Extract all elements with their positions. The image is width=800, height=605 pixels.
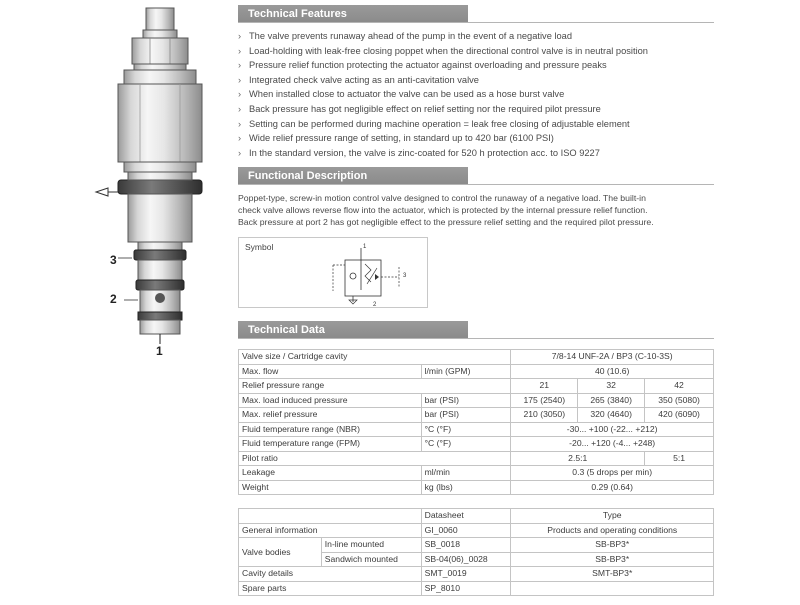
functional-divider	[238, 184, 714, 185]
table-cell: Spare parts	[239, 581, 422, 596]
feature-item	[238, 73, 714, 88]
hydraulic-symbol	[327, 240, 427, 306]
table-cell: 175 (2540)	[511, 393, 578, 408]
table-cell: bar (PSI)	[421, 393, 511, 408]
table-cell: Max. flow	[239, 364, 422, 379]
table-row	[239, 509, 714, 524]
table-cell: Valve bodies	[239, 538, 322, 567]
table-cell: 0.3 (5 drops per min)	[511, 466, 714, 481]
table-cell: 40 (10.6)	[511, 364, 714, 379]
table-cell: Fluid temperature range (FPM)	[239, 437, 422, 452]
table-cell: 5:1	[645, 451, 714, 466]
techdata-section-header: Technical Data	[238, 321, 468, 339]
chevron-right-icon: ›	[238, 133, 242, 144]
feature-text: Wide relief pressure range of setting, in standard up to 420 bar (6100 PSI)	[249, 133, 554, 144]
table-row	[239, 466, 714, 481]
table-cell: Valve size / Cartridge cavity	[239, 350, 511, 365]
table-row	[239, 523, 714, 538]
feature-text: Back pressure has got negligible effect on relief setting nor the required pilot pressure	[249, 103, 601, 114]
table-cell: -20... +120 (-4... +248)	[511, 437, 714, 452]
features-list	[238, 29, 714, 160]
table-cell: 32	[578, 379, 645, 394]
table-cell: 7/8-14 UNF-2A / BP3 (C-10-3S)	[511, 350, 714, 365]
feature-text: Load-holding with leak-free closing poppet when the directional control valve is in neutral position	[249, 45, 648, 56]
functional-line: Back pressure at port 2 has got negligible effect to the pressure relief setting and the required pilot pressure.	[238, 217, 654, 227]
table-row	[239, 350, 714, 365]
table-row	[239, 538, 714, 553]
feature-text: In the standard version, the valve is zinc-coated for 520 h protection acc. to ISO 9227	[249, 147, 600, 158]
table-cell: bar (PSI)	[421, 408, 511, 423]
functional-line: Poppet-type, screw-in motion control valve designed to control the runaway of a negative load. The built-in	[238, 193, 646, 203]
table-cell: °C (°F)	[421, 422, 511, 437]
table-cell: 350 (5080)	[645, 393, 714, 408]
feature-item	[238, 131, 714, 146]
table-cell: ml/min	[421, 466, 511, 481]
feature-text: Pressure relief function protecting the actuator against overloading and pressure peaks	[249, 60, 607, 71]
symbol-port-3: 3	[403, 273, 407, 279]
table-cell: General information	[239, 523, 422, 538]
table-cell: 320 (4640)	[578, 408, 645, 423]
table-cell: °C (°F)	[421, 437, 511, 452]
documents-table	[238, 508, 714, 596]
feature-item	[238, 102, 714, 117]
table-cell: SB_0018	[421, 538, 511, 553]
table-cell: 420 (6090)	[645, 408, 714, 423]
techdata-divider	[238, 338, 714, 339]
table-cell: Fluid temperature range (NBR)	[239, 422, 422, 437]
table-cell: Max. load induced pressure	[239, 393, 422, 408]
feature-text: Integrated check valve acting as an anti-cavitation valve	[249, 74, 479, 85]
chevron-right-icon: ›	[238, 118, 242, 129]
table-cell: SP_8010	[421, 581, 511, 596]
feature-item	[238, 29, 714, 44]
chevron-right-icon: ›	[238, 74, 242, 85]
feature-item	[238, 87, 714, 102]
symbol-port-1: 1	[363, 244, 367, 250]
table-row	[239, 364, 714, 379]
table-cell: Products and operating conditions	[511, 523, 714, 538]
table-cell: 210 (3050)	[511, 408, 578, 423]
table-row	[239, 379, 714, 394]
feature-text: The valve prevents runaway ahead of the pump in the event of a negative load	[249, 31, 573, 41]
table-cell: SB-04(06)_0028	[421, 552, 511, 567]
functional-section-header: Functional Description	[238, 167, 468, 185]
table-row	[239, 581, 714, 596]
table-cell: 42	[645, 379, 714, 394]
port-2-label: 2	[110, 292, 117, 306]
chevron-right-icon: ›	[238, 45, 242, 56]
table-row	[239, 393, 714, 408]
table-cell: SMT-BP3*	[511, 567, 714, 582]
table-cell: -30... +100 (-22... +212)	[511, 422, 714, 437]
chevron-right-icon: ›	[238, 89, 242, 100]
feature-item	[238, 58, 714, 73]
chevron-right-icon: ›	[238, 31, 242, 41]
feature-item	[238, 117, 714, 132]
feature-item	[238, 44, 714, 59]
symbol-box	[238, 237, 428, 308]
table-row	[239, 437, 714, 452]
table-cell: Weight	[239, 480, 422, 495]
valve-drawing	[80, 0, 240, 600]
functional-description	[238, 192, 714, 228]
table-cell: SB-BP3*	[511, 552, 714, 567]
feature-text: Setting can be performed during machine operation = leak free closing of adjustable element	[249, 118, 630, 129]
table-cell	[239, 509, 422, 524]
table-cell: l/min (GPM)	[421, 364, 511, 379]
table-row	[239, 451, 714, 466]
table-cell: 2.5:1	[511, 451, 645, 466]
table-cell: 0.29 (0.64)	[511, 480, 714, 495]
table-header-cell: Type	[511, 509, 714, 524]
symbol-label: Symbol	[245, 242, 274, 252]
features-divider	[238, 22, 714, 23]
table-cell: In-line mounted	[321, 538, 421, 553]
table-cell: SB-BP3*	[511, 538, 714, 553]
port-3-label: 3	[110, 253, 117, 267]
table-cell: 265 (3840)	[578, 393, 645, 408]
technical-data-table	[238, 349, 714, 495]
table-row	[239, 480, 714, 495]
table-cell: SMT_0019	[421, 567, 511, 582]
table-cell: Leakage	[239, 466, 422, 481]
chevron-right-icon: ›	[238, 103, 242, 114]
table-row	[239, 408, 714, 423]
table-cell: Pilot ratio	[239, 451, 511, 466]
features-section-header: Technical Features	[238, 5, 468, 23]
table-cell: kg (lbs)	[421, 480, 511, 495]
table-cell	[511, 581, 714, 596]
valve-illustration	[80, 0, 240, 600]
table-cell: Cavity details	[239, 567, 422, 582]
table-header-cell: Datasheet	[421, 509, 511, 524]
table-cell: 21	[511, 379, 578, 394]
feature-text: When installed close to actuator the valve can be used as a hose burst valve	[249, 89, 565, 100]
feature-item	[238, 146, 714, 161]
table-row	[239, 567, 714, 582]
functional-line: check valve allows reverse flow into the actuator, which is protected by the internal pressure relief function.	[238, 205, 648, 215]
symbol-port-2: 2	[373, 302, 377, 306]
chevron-right-icon: ›	[238, 147, 242, 158]
port-1-label: 1	[156, 344, 163, 358]
table-cell: Sandwich mounted	[321, 552, 421, 567]
table-row	[239, 422, 714, 437]
table-cell: GI_0060	[421, 523, 511, 538]
table-cell: Max. relief pressure	[239, 408, 422, 423]
table-cell: Relief pressure range	[239, 379, 511, 394]
chevron-right-icon: ›	[238, 60, 242, 71]
